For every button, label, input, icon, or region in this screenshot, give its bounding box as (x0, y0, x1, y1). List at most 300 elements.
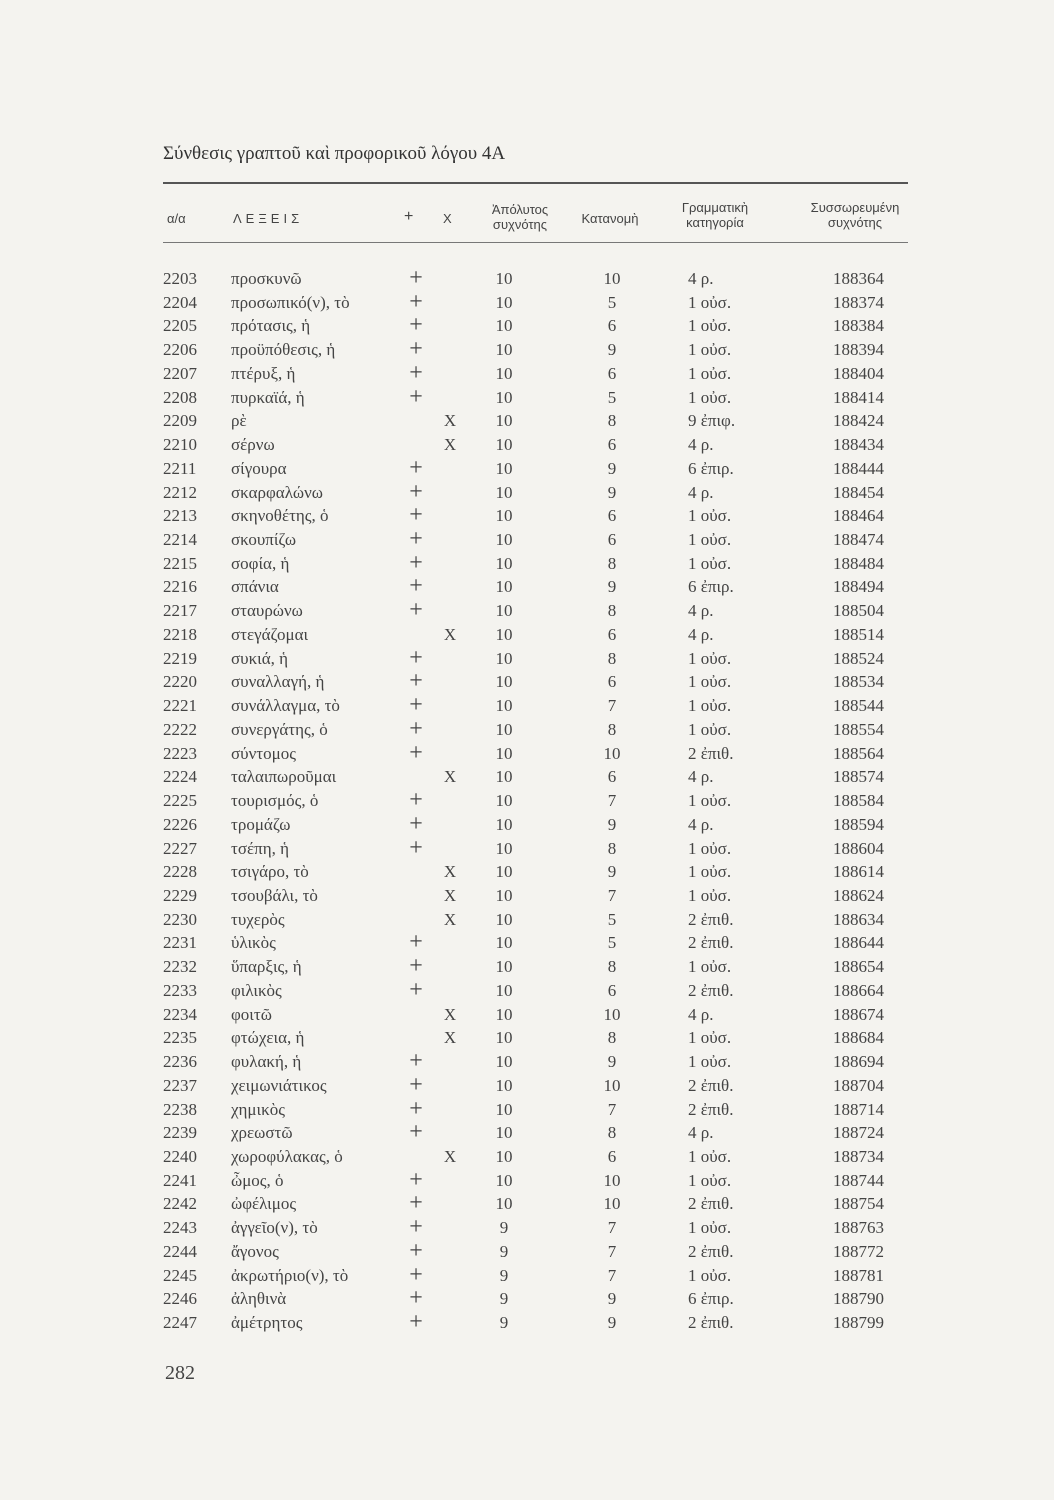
row-word: φτώχεια, ἡ (231, 1028, 305, 1048)
table-row (0, 976, 1054, 1005)
table-row (0, 336, 1054, 364)
row-number: 2226 (163, 814, 197, 834)
row-absolute-frequency: 10 (495, 1123, 513, 1143)
row-absolute-frequency: 10 (495, 411, 513, 431)
row-plus-mark: + (409, 929, 423, 956)
row-plus-mark: + (409, 1071, 423, 1098)
row-plus-mark: + (409, 1095, 423, 1122)
row-plus-mark: + (409, 336, 423, 363)
table-row (0, 644, 1054, 673)
row-cumulative-frequency: 188604 (833, 838, 884, 858)
row-grammatical-category: 9 ἐπιφ. (688, 411, 736, 431)
table-row (0, 549, 1054, 578)
row-grammatical-category: 2 ἐπιθ. (688, 1241, 734, 1261)
row-word: ἀμέτρητος (231, 1313, 303, 1333)
row-word: ρὲ (231, 411, 247, 431)
row-cumulative-frequency: 188574 (833, 767, 884, 787)
row-absolute-frequency: 10 (495, 862, 513, 882)
row-cumulative-frequency: 188734 (833, 1147, 884, 1166)
row-number: 2228 (163, 862, 197, 882)
row-plus-mark: + (409, 454, 423, 481)
row-cumulative-frequency: 188414 (833, 387, 884, 407)
row-cumulative-frequency: 188781 (833, 1265, 884, 1285)
row-plus-mark: + (409, 288, 423, 315)
row-number: 2224 (163, 767, 197, 787)
row-distribution: 6 (607, 435, 617, 455)
row-absolute-frequency: 10 (495, 292, 513, 312)
row-distribution: 6 (607, 363, 617, 383)
row-word: συναλλαγή, ἡ (231, 672, 325, 692)
row-absolute-frequency: 10 (495, 838, 513, 858)
row-distribution: 8 (607, 411, 617, 431)
row-plus-mark: + (409, 597, 423, 624)
row-plus-mark: + (409, 834, 423, 861)
row-distribution: 7 (607, 885, 617, 905)
row-cumulative-frequency: 188654 (833, 957, 884, 977)
row-absolute-frequency: 10 (495, 791, 513, 811)
row-x-mark: Χ (443, 1028, 457, 1048)
row-absolute-frequency: 9 (499, 1313, 509, 1333)
row-absolute-frequency: 10 (495, 1028, 513, 1048)
row-word: ἀκρωτήριο(ν), τὸ (231, 1265, 349, 1285)
table-row (0, 1214, 1054, 1242)
table-row (0, 1285, 1054, 1313)
row-number: 2223 (163, 743, 197, 763)
row-absolute-frequency: 10 (495, 316, 513, 336)
row-distribution: 8 (607, 601, 617, 621)
row-absolute-frequency: 10 (495, 767, 513, 787)
row-word: τσέπη, ἡ (231, 838, 289, 858)
row-plus-mark: + (409, 787, 423, 814)
row-word: πρότασις, ἡ (231, 316, 311, 336)
row-cumulative-frequency: 188504 (833, 601, 884, 621)
row-distribution: 10 (603, 1004, 621, 1024)
row-absolute-frequency: 10 (495, 814, 513, 834)
row-grammatical-category: 1 οὐσ. (688, 506, 732, 526)
table-row (0, 625, 1054, 649)
header-abs-2: συχνότης (492, 217, 548, 232)
table-row (0, 767, 1054, 791)
row-word: τσουβάλι, τὸ (231, 885, 318, 905)
table-top-rule (163, 182, 908, 184)
row-absolute-frequency: 10 (495, 506, 513, 526)
row-number: 2213 (163, 506, 197, 526)
row-grammatical-category: 2 ἐπιθ. (688, 909, 734, 929)
row-grammatical-category: 4 ρ. (688, 814, 714, 834)
row-grammatical-category: 1 οὐσ. (688, 363, 732, 383)
row-number: 2241 (163, 1170, 197, 1190)
row-number: 2214 (163, 530, 197, 550)
row-word: χημικὸς (231, 1099, 285, 1119)
row-plus-mark: + (409, 692, 423, 719)
row-distribution: 7 (607, 1241, 617, 1261)
row-cumulative-frequency: 188534 (833, 672, 884, 692)
row-word: τσιγάρο, τὸ (231, 862, 309, 882)
row-cumulative-frequency: 188724 (833, 1123, 884, 1143)
row-absolute-frequency: 10 (495, 624, 513, 644)
row-x-mark: Χ (443, 1147, 457, 1166)
row-grammatical-category: 1 οὐσ. (688, 292, 732, 312)
row-absolute-frequency: 10 (495, 672, 513, 692)
row-number: 2216 (163, 577, 197, 597)
table-row (0, 739, 1054, 768)
table-row (0, 1005, 1054, 1029)
row-cumulative-frequency: 188644 (833, 933, 884, 953)
row-cumulative-frequency: 188514 (833, 624, 884, 644)
row-word: τρομάζω (231, 814, 291, 834)
row-grammatical-category: 1 οὐσ. (688, 1218, 732, 1238)
row-number: 2245 (163, 1265, 197, 1285)
row-plus-mark: + (409, 265, 423, 291)
row-word: σκαρφαλώνω (231, 482, 323, 502)
row-grammatical-category: 4 ρ. (688, 767, 714, 787)
row-distribution: 6 (607, 316, 617, 336)
row-absolute-frequency: 10 (495, 743, 513, 763)
row-number: 2243 (163, 1218, 197, 1238)
row-number: 2219 (163, 648, 197, 668)
row-number: 2225 (163, 791, 197, 811)
table-row (0, 597, 1054, 625)
row-word: ἀληθινὰ (231, 1289, 287, 1309)
table-row (0, 1261, 1054, 1290)
row-absolute-frequency: 10 (495, 1004, 513, 1024)
table-row (0, 383, 1054, 412)
row-cumulative-frequency: 188554 (833, 719, 884, 739)
row-absolute-frequency: 10 (495, 957, 513, 977)
table-row (0, 1237, 1054, 1266)
row-number: 2221 (163, 696, 197, 716)
row-plus-mark: + (409, 1261, 423, 1288)
row-grammatical-category: 4 ρ. (688, 482, 714, 502)
table-row (0, 834, 1054, 863)
row-word: τυχερὸς (231, 909, 285, 929)
table-row (0, 478, 1054, 507)
table-row (0, 454, 1054, 483)
row-word: σίγουρα (231, 458, 287, 478)
row-cumulative-frequency: 188464 (833, 506, 884, 526)
row-grammatical-category: 1 οὐσ. (688, 957, 732, 977)
header-cum-2: συχνότης (827, 215, 883, 230)
row-absolute-frequency: 10 (495, 1170, 513, 1190)
table-row (0, 288, 1054, 317)
header-plus: + (404, 208, 414, 225)
row-number: 2206 (163, 340, 197, 360)
row-x-mark: Χ (443, 862, 457, 882)
header-x: Χ (443, 211, 452, 226)
row-distribution: 8 (607, 553, 617, 573)
row-distribution: 8 (607, 957, 617, 977)
row-distribution: 7 (607, 1218, 617, 1238)
row-grammatical-category: 1 οὐσ. (688, 672, 732, 692)
row-distribution: 9 (607, 577, 617, 597)
row-cumulative-frequency: 188744 (833, 1170, 884, 1190)
row-cumulative-frequency: 188404 (833, 363, 884, 383)
row-distribution: 5 (607, 909, 617, 929)
page-title: Σύνθεσις γραπτοῦ καὶ προφορικοῦ λόγου 4Α (163, 143, 506, 164)
row-distribution: 8 (607, 1028, 617, 1048)
row-absolute-frequency: 10 (495, 719, 513, 739)
row-number: 2222 (163, 719, 197, 739)
row-distribution: 6 (607, 624, 617, 644)
row-grammatical-category: 1 οὐσ. (688, 316, 732, 336)
row-x-mark: Χ (443, 909, 457, 929)
header-dist: Κατανομὴ (581, 211, 639, 226)
row-word: τουρισμός, ὁ (231, 791, 319, 811)
row-cumulative-frequency: 188674 (833, 1004, 884, 1024)
row-word: ταλαιπωροῦμαι (231, 767, 337, 787)
row-grammatical-category: 4 ρ. (688, 1004, 714, 1024)
row-distribution: 10 (603, 1170, 621, 1190)
row-grammatical-category: 2 ἐπιθ. (688, 743, 734, 763)
row-cumulative-frequency: 188494 (833, 577, 884, 597)
row-number: 2246 (163, 1289, 197, 1309)
row-cumulative-frequency: 188394 (833, 340, 884, 360)
row-number: 2218 (163, 624, 197, 644)
row-grammatical-category: 1 οὐσ. (688, 1028, 732, 1048)
row-number: 2247 (163, 1313, 197, 1333)
row-plus-mark: + (409, 1214, 423, 1241)
header-word: ΛΕΞΕΙΣ (233, 211, 304, 226)
row-number: 2230 (163, 909, 197, 929)
table-row (0, 1048, 1054, 1076)
row-grammatical-category: 1 οὐσ. (688, 648, 732, 668)
row-plus-mark: + (409, 1048, 423, 1075)
row-grammatical-category: 1 οὐσ. (688, 340, 732, 360)
table-row (0, 265, 1054, 293)
row-grammatical-category: 1 οὐσ. (688, 553, 732, 573)
row-grammatical-category: 1 οὐσ. (688, 719, 732, 739)
row-distribution: 10 (603, 269, 621, 288)
row-number: 2232 (163, 957, 197, 977)
row-word: ὦμος, ὁ (231, 1170, 284, 1190)
row-distribution: 7 (607, 791, 617, 811)
table-row (0, 502, 1054, 530)
row-cumulative-frequency: 188474 (833, 530, 884, 550)
row-number: 2207 (163, 363, 197, 383)
row-number: 2237 (163, 1075, 197, 1095)
row-number: 2231 (163, 933, 197, 953)
table-row (0, 312, 1054, 340)
row-distribution: 7 (607, 696, 617, 716)
row-cumulative-frequency: 188704 (833, 1075, 884, 1095)
row-grammatical-category: 2 ἐπιθ. (688, 1075, 734, 1095)
row-absolute-frequency: 10 (495, 1147, 513, 1166)
row-distribution: 9 (607, 1313, 617, 1333)
header-cum-1: Συσσωρευμένη (810, 200, 900, 215)
row-grammatical-category: 4 ρ. (688, 624, 714, 644)
row-plus-mark: + (409, 549, 423, 576)
row-absolute-frequency: 10 (495, 933, 513, 953)
row-plus-mark: + (409, 1119, 423, 1146)
row-distribution: 10 (603, 743, 621, 763)
table-row (0, 573, 1054, 601)
table-row (0, 929, 1054, 957)
row-grammatical-category: 4 ρ. (688, 601, 714, 621)
row-distribution: 9 (607, 814, 617, 834)
row-cumulative-frequency: 188763 (833, 1218, 884, 1238)
row-x-mark: Χ (443, 411, 457, 431)
table-row (0, 810, 1054, 839)
row-distribution: 5 (607, 387, 617, 407)
row-grammatical-category: 1 οὐσ. (688, 696, 732, 716)
row-grammatical-category: 4 ρ. (688, 435, 714, 455)
table-row (0, 910, 1054, 934)
row-word: χρεωστῶ (231, 1123, 293, 1143)
row-distribution: 5 (607, 933, 617, 953)
row-plus-mark: + (409, 526, 423, 553)
row-grammatical-category: 4 ρ. (688, 1123, 714, 1143)
row-distribution: 6 (607, 1147, 617, 1166)
row-word: χωροφύλακας, ὁ (231, 1147, 343, 1166)
row-word: σκουπίζω (231, 530, 297, 550)
row-cumulative-frequency: 188799 (833, 1313, 884, 1333)
row-cumulative-frequency: 188524 (833, 648, 884, 668)
row-absolute-frequency: 10 (495, 363, 513, 383)
row-absolute-frequency: 10 (495, 577, 513, 597)
table-row (0, 1190, 1054, 1218)
row-plus-mark: + (409, 478, 423, 505)
table-row (0, 862, 1054, 886)
row-cumulative-frequency: 188624 (833, 885, 884, 905)
row-word: χειμωνιάτικος (231, 1075, 327, 1095)
row-absolute-frequency: 10 (495, 269, 513, 288)
row-cumulative-frequency: 188694 (833, 1052, 884, 1072)
row-plus-mark: + (409, 312, 423, 339)
row-distribution: 9 (607, 340, 617, 360)
table-row (0, 953, 1054, 981)
row-distribution: 7 (607, 1099, 617, 1119)
row-cumulative-frequency: 188384 (833, 316, 884, 336)
header-num: α/α (167, 211, 186, 226)
row-distribution: 10 (603, 1194, 621, 1214)
row-cumulative-frequency: 188664 (833, 980, 884, 1000)
table-row (0, 1095, 1054, 1124)
row-absolute-frequency: 10 (495, 601, 513, 621)
row-x-mark: Χ (443, 885, 457, 905)
row-cumulative-frequency: 188424 (833, 411, 884, 431)
table-row (0, 1147, 1054, 1171)
row-number: 2220 (163, 672, 197, 692)
row-plus-mark: + (409, 1190, 423, 1217)
row-cumulative-frequency: 188564 (833, 743, 884, 763)
row-number: 2244 (163, 1241, 197, 1261)
row-grammatical-category: 1 οὐσ. (688, 1147, 732, 1166)
row-number: 2229 (163, 885, 197, 905)
row-distribution: 6 (607, 672, 617, 692)
row-cumulative-frequency: 188364 (833, 269, 884, 288)
row-distribution: 9 (607, 862, 617, 882)
row-number: 2239 (163, 1123, 197, 1143)
row-distribution: 9 (607, 1289, 617, 1309)
row-grammatical-category: 1 οὐσ. (688, 791, 732, 811)
row-cumulative-frequency: 188684 (833, 1028, 884, 1048)
row-plus-mark: + (409, 715, 423, 742)
row-grammatical-category: 1 οὐσ. (688, 838, 732, 858)
row-absolute-frequency: 10 (495, 1052, 513, 1072)
row-distribution: 8 (607, 719, 617, 739)
row-distribution: 6 (607, 767, 617, 787)
row-grammatical-category: 2 ἐπιθ. (688, 980, 734, 1000)
row-grammatical-category: 1 οὐσ. (688, 1170, 732, 1190)
row-absolute-frequency: 10 (495, 387, 513, 407)
row-number: 2205 (163, 316, 197, 336)
row-cumulative-frequency: 188374 (833, 292, 884, 312)
table-row (0, 692, 1054, 720)
row-word: φοιτῶ (231, 1004, 272, 1024)
row-cumulative-frequency: 188444 (833, 458, 884, 478)
header-abs-1: Ἀπόλυτος (491, 202, 549, 217)
row-distribution: 9 (607, 1052, 617, 1072)
row-plus-mark: + (409, 1285, 423, 1312)
row-absolute-frequency: 9 (499, 1265, 509, 1285)
row-absolute-frequency: 10 (495, 1099, 513, 1119)
row-absolute-frequency: 10 (495, 340, 513, 360)
table-row (0, 411, 1054, 435)
row-plus-mark: + (409, 359, 423, 386)
row-x-mark: Χ (443, 435, 457, 455)
table-row (0, 1166, 1054, 1195)
row-distribution: 8 (607, 1123, 617, 1143)
row-number: 2208 (163, 387, 197, 407)
row-cumulative-frequency: 188634 (833, 909, 884, 929)
row-absolute-frequency: 10 (495, 909, 513, 929)
row-grammatical-category: 1 οὐσ. (688, 885, 732, 905)
table-row (0, 668, 1054, 696)
row-number: 2236 (163, 1052, 197, 1072)
table-row (0, 359, 1054, 388)
row-cumulative-frequency: 188754 (833, 1194, 884, 1214)
table-row (0, 1071, 1054, 1100)
row-absolute-frequency: 10 (495, 1075, 513, 1095)
row-cumulative-frequency: 188544 (833, 696, 884, 716)
row-number: 2233 (163, 980, 197, 1000)
row-number: 2212 (163, 482, 197, 502)
row-word: ἄγονος (231, 1241, 279, 1261)
row-word: φυλακή, ἡ (231, 1052, 302, 1072)
row-word: προσκυνῶ (231, 269, 302, 288)
row-grammatical-category: 4 ρ. (688, 269, 714, 288)
row-plus-mark: + (409, 383, 423, 410)
table-row (0, 1028, 1054, 1052)
row-word: ὑλικὸς (231, 933, 276, 953)
row-x-mark: Χ (443, 624, 457, 644)
row-number: 2203 (163, 269, 197, 288)
row-absolute-frequency: 9 (499, 1289, 509, 1309)
table-row (0, 1309, 1054, 1337)
row-number: 2204 (163, 292, 197, 312)
row-distribution: 6 (607, 530, 617, 550)
table-row (0, 715, 1054, 744)
row-absolute-frequency: 10 (495, 980, 513, 1000)
row-word: συνεργάτης, ὁ (231, 719, 328, 739)
row-cumulative-frequency: 188434 (833, 435, 884, 455)
row-plus-mark: + (409, 1237, 423, 1264)
table-row (0, 1119, 1054, 1147)
row-distribution: 7 (607, 1265, 617, 1285)
row-word: σταυρώνω (231, 601, 303, 621)
row-absolute-frequency: 9 (499, 1218, 509, 1238)
row-plus-mark: + (409, 739, 423, 766)
row-cumulative-frequency: 188594 (833, 814, 884, 834)
row-plus-mark: + (409, 644, 423, 671)
row-grammatical-category: 1 οὐσ. (688, 530, 732, 550)
row-word: φιλικὸς (231, 980, 282, 1000)
row-word: σπάνια (231, 577, 279, 597)
row-word: πτέρυξ, ἡ (231, 363, 296, 383)
row-number: 2217 (163, 601, 197, 621)
table-row (0, 886, 1054, 910)
row-grammatical-category: 2 ἐπιθ. (688, 933, 734, 953)
